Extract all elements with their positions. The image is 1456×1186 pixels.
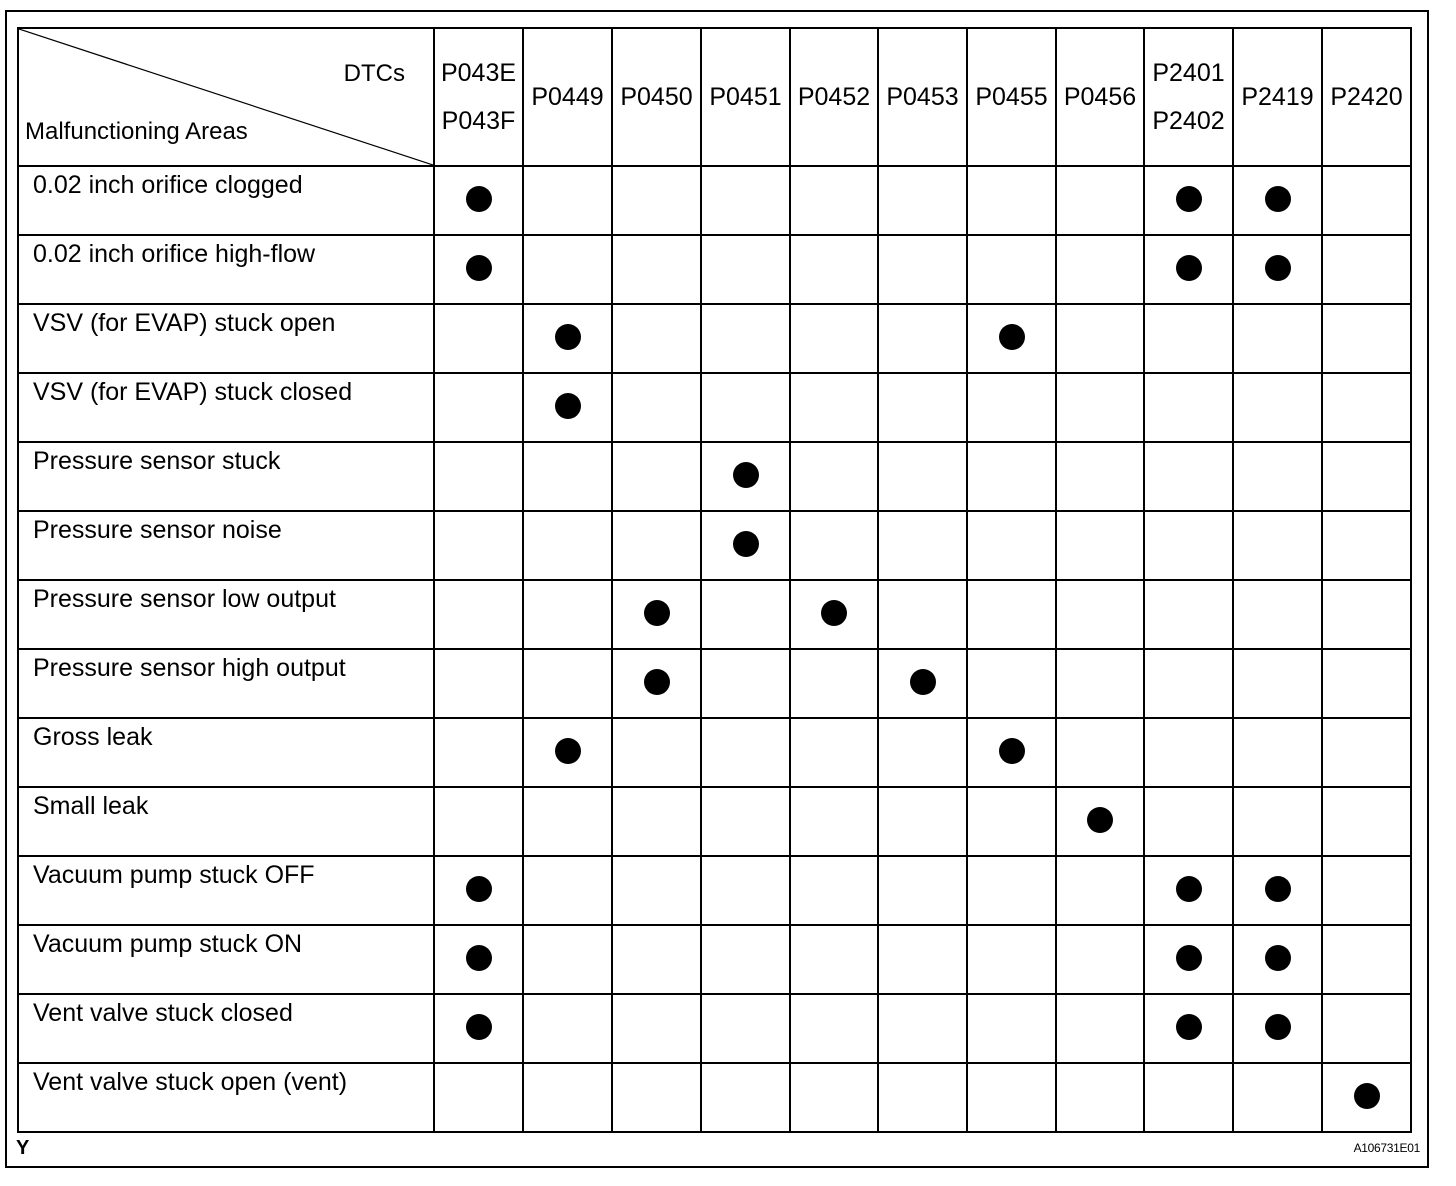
table-row bbox=[18, 925, 1411, 994]
dtc-cell bbox=[523, 580, 612, 649]
dtc-code: P0455 bbox=[975, 83, 1048, 111]
applicable-dot-icon bbox=[466, 186, 492, 212]
dtc-cell bbox=[1233, 166, 1322, 235]
dtc-cell bbox=[1144, 511, 1233, 580]
dtc-cell bbox=[701, 304, 790, 373]
applicable-dot-icon bbox=[555, 324, 581, 350]
dtc-cell bbox=[701, 511, 790, 580]
dtc-cell bbox=[1233, 580, 1322, 649]
applicable-dot-icon bbox=[999, 738, 1025, 764]
footer-left-mark: Y bbox=[16, 1137, 30, 1159]
dtc-cell bbox=[1322, 580, 1411, 649]
dtc-cell bbox=[1233, 442, 1322, 511]
header-row bbox=[18, 28, 1411, 166]
dtc-cell bbox=[1233, 304, 1322, 373]
dtc-cell bbox=[878, 994, 967, 1063]
dtc-cell bbox=[1144, 649, 1233, 718]
dtc-cell bbox=[967, 925, 1056, 994]
dtc-cell bbox=[434, 373, 523, 442]
dtc-cell bbox=[1233, 856, 1322, 925]
dtc-cell bbox=[878, 166, 967, 235]
dtc-cell bbox=[612, 718, 701, 787]
dtc-code: P2402 bbox=[1152, 107, 1225, 135]
malfunction-area-cell: Pressure sensor stuck bbox=[18, 442, 434, 511]
dtc-cell bbox=[790, 649, 878, 718]
dtc-cell bbox=[1322, 718, 1411, 787]
dtc-column-header bbox=[1056, 28, 1144, 166]
table-body bbox=[18, 166, 1411, 1132]
dtc-code: P2420 bbox=[1330, 83, 1403, 111]
dtc-code: P2401 bbox=[1152, 59, 1225, 87]
dtc-matrix-table bbox=[17, 27, 1412, 1133]
dtc-cell bbox=[1322, 925, 1411, 994]
dtc-cell bbox=[1056, 166, 1144, 235]
dtc-cell bbox=[701, 1063, 790, 1132]
dtc-cell bbox=[790, 1063, 878, 1132]
dtc-cell bbox=[1322, 1063, 1411, 1132]
applicable-dot-icon bbox=[1176, 1014, 1202, 1040]
dtc-cell bbox=[1056, 787, 1144, 856]
dtc-cell bbox=[878, 718, 967, 787]
malfunction-area-cell: Vent valve stuck closed bbox=[18, 994, 434, 1063]
malfunction-area-cell: VSV (for EVAP) stuck open bbox=[18, 304, 434, 373]
dtc-cell bbox=[612, 304, 701, 373]
table-row bbox=[18, 580, 1411, 649]
dtc-cell bbox=[967, 1063, 1056, 1132]
dtc-cell bbox=[612, 373, 701, 442]
dtc-cell bbox=[878, 856, 967, 925]
dtc-cell bbox=[878, 304, 967, 373]
dtc-cell bbox=[523, 166, 612, 235]
dtc-column-header bbox=[612, 28, 701, 166]
dtc-code: P043F bbox=[441, 107, 516, 135]
dtc-cell bbox=[1056, 442, 1144, 511]
dtc-cell bbox=[1144, 304, 1233, 373]
dtc-column-header bbox=[701, 28, 790, 166]
applicable-dot-icon bbox=[1176, 255, 1202, 281]
dtc-cell bbox=[1144, 373, 1233, 442]
dtc-cell bbox=[1233, 994, 1322, 1063]
malfunction-area-cell: Pressure sensor noise bbox=[18, 511, 434, 580]
dtc-cell bbox=[434, 580, 523, 649]
dtc-cell bbox=[1144, 718, 1233, 787]
dtc-cell bbox=[967, 166, 1056, 235]
dtc-cell bbox=[967, 442, 1056, 511]
dtc-cell bbox=[878, 925, 967, 994]
dtc-cell bbox=[701, 787, 790, 856]
applicable-dot-icon bbox=[1265, 255, 1291, 281]
table-row bbox=[18, 856, 1411, 925]
table-row bbox=[18, 1063, 1411, 1132]
dtc-cell bbox=[1056, 1063, 1144, 1132]
dtc-cell bbox=[612, 1063, 701, 1132]
dtc-cell bbox=[612, 856, 701, 925]
dtc-cell bbox=[1056, 718, 1144, 787]
dtc-cell bbox=[878, 235, 967, 304]
dtc-cell bbox=[701, 235, 790, 304]
dtc-column-header bbox=[1322, 28, 1411, 166]
dtc-cell bbox=[701, 856, 790, 925]
dtc-cell bbox=[967, 304, 1056, 373]
dtc-cell bbox=[1144, 787, 1233, 856]
dtc-cell bbox=[1233, 787, 1322, 856]
dtc-cell bbox=[701, 994, 790, 1063]
dtc-cell bbox=[967, 511, 1056, 580]
applicable-dot-icon bbox=[466, 876, 492, 902]
dtc-cell bbox=[434, 856, 523, 925]
dtc-cell bbox=[523, 373, 612, 442]
dtc-cell bbox=[1056, 511, 1144, 580]
dtc-cell bbox=[967, 649, 1056, 718]
applicable-dot-icon bbox=[466, 255, 492, 281]
dtc-cell bbox=[790, 718, 878, 787]
dtc-cell bbox=[1233, 511, 1322, 580]
dtc-cell bbox=[1233, 925, 1322, 994]
dtc-cell bbox=[878, 580, 967, 649]
dtc-cell bbox=[701, 442, 790, 511]
dtc-cell bbox=[1322, 649, 1411, 718]
applicable-dot-icon bbox=[1176, 876, 1202, 902]
dtc-cell bbox=[523, 994, 612, 1063]
malfunction-area-cell: Vacuum pump stuck ON bbox=[18, 925, 434, 994]
dtc-cell bbox=[878, 1063, 967, 1132]
dtc-cell bbox=[967, 856, 1056, 925]
malfunction-area-cell: Small leak bbox=[18, 787, 434, 856]
dtc-cell bbox=[523, 304, 612, 373]
dtc-cell bbox=[790, 856, 878, 925]
dtc-column-header bbox=[967, 28, 1056, 166]
table-row bbox=[18, 787, 1411, 856]
corner-header bbox=[18, 28, 434, 166]
malfunction-area-cell: VSV (for EVAP) stuck closed bbox=[18, 373, 434, 442]
applicable-dot-icon bbox=[910, 669, 936, 695]
dtc-cell bbox=[1144, 925, 1233, 994]
dtc-code: P0449 bbox=[531, 83, 604, 111]
malfunction-area-cell: Pressure sensor high output bbox=[18, 649, 434, 718]
dtc-column-header bbox=[1233, 28, 1322, 166]
dtc-cell bbox=[1322, 787, 1411, 856]
dtc-cell bbox=[967, 580, 1056, 649]
dtc-cell bbox=[523, 511, 612, 580]
dtc-cell bbox=[878, 442, 967, 511]
dtc-cell bbox=[434, 718, 523, 787]
applicable-dot-icon bbox=[466, 1014, 492, 1040]
dtc-cell bbox=[1144, 994, 1233, 1063]
dtc-cell bbox=[434, 1063, 523, 1132]
dtc-cell bbox=[523, 1063, 612, 1132]
dtc-cell bbox=[612, 511, 701, 580]
applicable-dot-icon bbox=[1265, 945, 1291, 971]
dtc-cell bbox=[1056, 994, 1144, 1063]
dtc-cell bbox=[434, 235, 523, 304]
dtc-cell bbox=[790, 511, 878, 580]
dtc-cell bbox=[523, 235, 612, 304]
dtc-cell bbox=[612, 166, 701, 235]
dtc-cell bbox=[434, 994, 523, 1063]
malfunction-area-cell: 0.02 inch orifice clogged bbox=[18, 166, 434, 235]
dtc-cell bbox=[434, 649, 523, 718]
dtc-cell bbox=[523, 925, 612, 994]
applicable-dot-icon bbox=[733, 531, 759, 557]
dtc-cell bbox=[701, 925, 790, 994]
dtc-cell bbox=[790, 580, 878, 649]
dtc-cell bbox=[523, 856, 612, 925]
dtc-cell bbox=[1233, 1063, 1322, 1132]
applicable-dot-icon bbox=[1087, 807, 1113, 833]
dtc-cell bbox=[1322, 994, 1411, 1063]
table-row bbox=[18, 373, 1411, 442]
dtc-cell bbox=[790, 304, 878, 373]
dtc-column-header bbox=[434, 28, 523, 166]
dtc-cell bbox=[1322, 856, 1411, 925]
dtc-cell bbox=[1056, 925, 1144, 994]
dtc-cell bbox=[612, 994, 701, 1063]
dtc-cell bbox=[1056, 304, 1144, 373]
dtcs-label: DTCs bbox=[343, 60, 405, 87]
dtc-cell bbox=[1322, 166, 1411, 235]
dtc-cell bbox=[878, 787, 967, 856]
dtc-cell bbox=[523, 442, 612, 511]
dtc-cell bbox=[1233, 649, 1322, 718]
dtc-column-header bbox=[878, 28, 967, 166]
dtc-cell bbox=[1322, 511, 1411, 580]
dtc-cell bbox=[612, 649, 701, 718]
dtc-cell bbox=[434, 511, 523, 580]
malfunction-area-cell: 0.02 inch orifice high-flow bbox=[18, 235, 434, 304]
malfunction-area-cell: Pressure sensor low output bbox=[18, 580, 434, 649]
dtc-cell bbox=[1144, 442, 1233, 511]
table-row bbox=[18, 442, 1411, 511]
dtc-cell bbox=[1144, 235, 1233, 304]
malfunction-area-cell: Vacuum pump stuck OFF bbox=[18, 856, 434, 925]
dtc-cell bbox=[612, 442, 701, 511]
table-row bbox=[18, 994, 1411, 1063]
dtc-cell bbox=[523, 649, 612, 718]
dtc-code: P0456 bbox=[1063, 83, 1137, 111]
dtc-code: P0451 bbox=[709, 83, 782, 111]
dtc-cell bbox=[1056, 580, 1144, 649]
dtc-cell bbox=[1144, 166, 1233, 235]
dtc-cell bbox=[1056, 235, 1144, 304]
dtc-cell bbox=[967, 787, 1056, 856]
dtc-cell bbox=[1056, 373, 1144, 442]
dtc-cell bbox=[967, 994, 1056, 1063]
dtc-cell bbox=[1056, 649, 1144, 718]
table-row bbox=[18, 304, 1411, 373]
applicable-dot-icon bbox=[555, 393, 581, 419]
dtc-cell bbox=[790, 373, 878, 442]
applicable-dot-icon bbox=[999, 324, 1025, 350]
dtc-cell bbox=[1233, 235, 1322, 304]
figure-id: A106731E01 bbox=[1353, 1141, 1420, 1155]
dtc-cell bbox=[790, 166, 878, 235]
dtc-code: P0453 bbox=[886, 83, 959, 111]
table-row bbox=[18, 718, 1411, 787]
dtc-cell bbox=[1144, 856, 1233, 925]
dtc-cell bbox=[612, 580, 701, 649]
dtc-cell bbox=[1322, 304, 1411, 373]
dtc-cell bbox=[434, 442, 523, 511]
applicable-dot-icon bbox=[1176, 186, 1202, 212]
applicable-dot-icon bbox=[733, 462, 759, 488]
dtc-cell bbox=[701, 649, 790, 718]
applicable-dot-icon bbox=[1176, 945, 1202, 971]
dtc-cell bbox=[878, 511, 967, 580]
malfunction-area-cell: Vent valve stuck open (vent) bbox=[18, 1063, 434, 1132]
dtc-code: P0452 bbox=[797, 83, 871, 111]
applicable-dot-icon bbox=[821, 600, 847, 626]
dtc-cell bbox=[1322, 442, 1411, 511]
dtc-code: P0450 bbox=[620, 83, 693, 111]
applicable-dot-icon bbox=[1265, 1014, 1291, 1040]
dtc-code: P2419 bbox=[1241, 83, 1314, 111]
dtc-cell bbox=[790, 925, 878, 994]
dtc-cell bbox=[434, 925, 523, 994]
dtc-cell bbox=[790, 994, 878, 1063]
table-row bbox=[18, 235, 1411, 304]
dtc-cell bbox=[1056, 856, 1144, 925]
dtc-cell bbox=[434, 304, 523, 373]
dtc-cell bbox=[878, 649, 967, 718]
dtc-cell bbox=[967, 373, 1056, 442]
dtc-cell bbox=[701, 580, 790, 649]
dtc-column-header bbox=[790, 28, 878, 166]
applicable-dot-icon bbox=[555, 738, 581, 764]
dtc-cell bbox=[967, 235, 1056, 304]
dtc-cell bbox=[878, 373, 967, 442]
applicable-dot-icon bbox=[1265, 186, 1291, 212]
dtc-cell bbox=[1144, 1063, 1233, 1132]
malfunctioning-areas-label: Malfunctioning Areas bbox=[25, 118, 248, 145]
dtc-cell bbox=[1322, 235, 1411, 304]
dtc-column-header bbox=[1144, 28, 1233, 166]
dtc-cell bbox=[1233, 373, 1322, 442]
dtc-cell bbox=[434, 787, 523, 856]
applicable-dot-icon bbox=[644, 600, 670, 626]
dtc-cell bbox=[523, 787, 612, 856]
dtc-cell bbox=[1322, 373, 1411, 442]
applicable-dot-icon bbox=[466, 945, 492, 971]
dtc-cell bbox=[967, 718, 1056, 787]
dtc-cell bbox=[790, 787, 878, 856]
dtc-cell bbox=[790, 235, 878, 304]
applicable-dot-icon bbox=[644, 669, 670, 695]
dtc-cell bbox=[1233, 718, 1322, 787]
dtc-code: P043E bbox=[440, 59, 517, 87]
table-row bbox=[18, 649, 1411, 718]
dtc-cell bbox=[1144, 580, 1233, 649]
dtc-cell bbox=[701, 166, 790, 235]
applicable-dot-icon bbox=[1265, 876, 1291, 902]
dtc-cell bbox=[790, 442, 878, 511]
applicable-dot-icon bbox=[1354, 1083, 1380, 1109]
dtc-cell bbox=[612, 925, 701, 994]
table-row bbox=[18, 511, 1411, 580]
dtc-cell bbox=[701, 718, 790, 787]
dtc-column-header bbox=[523, 28, 612, 166]
dtc-cell bbox=[612, 235, 701, 304]
dtc-cell bbox=[612, 787, 701, 856]
table-row bbox=[18, 166, 1411, 235]
dtc-cell bbox=[434, 166, 523, 235]
dtc-cell bbox=[523, 718, 612, 787]
malfunction-area-cell: Gross leak bbox=[18, 718, 434, 787]
dtc-cell bbox=[701, 373, 790, 442]
